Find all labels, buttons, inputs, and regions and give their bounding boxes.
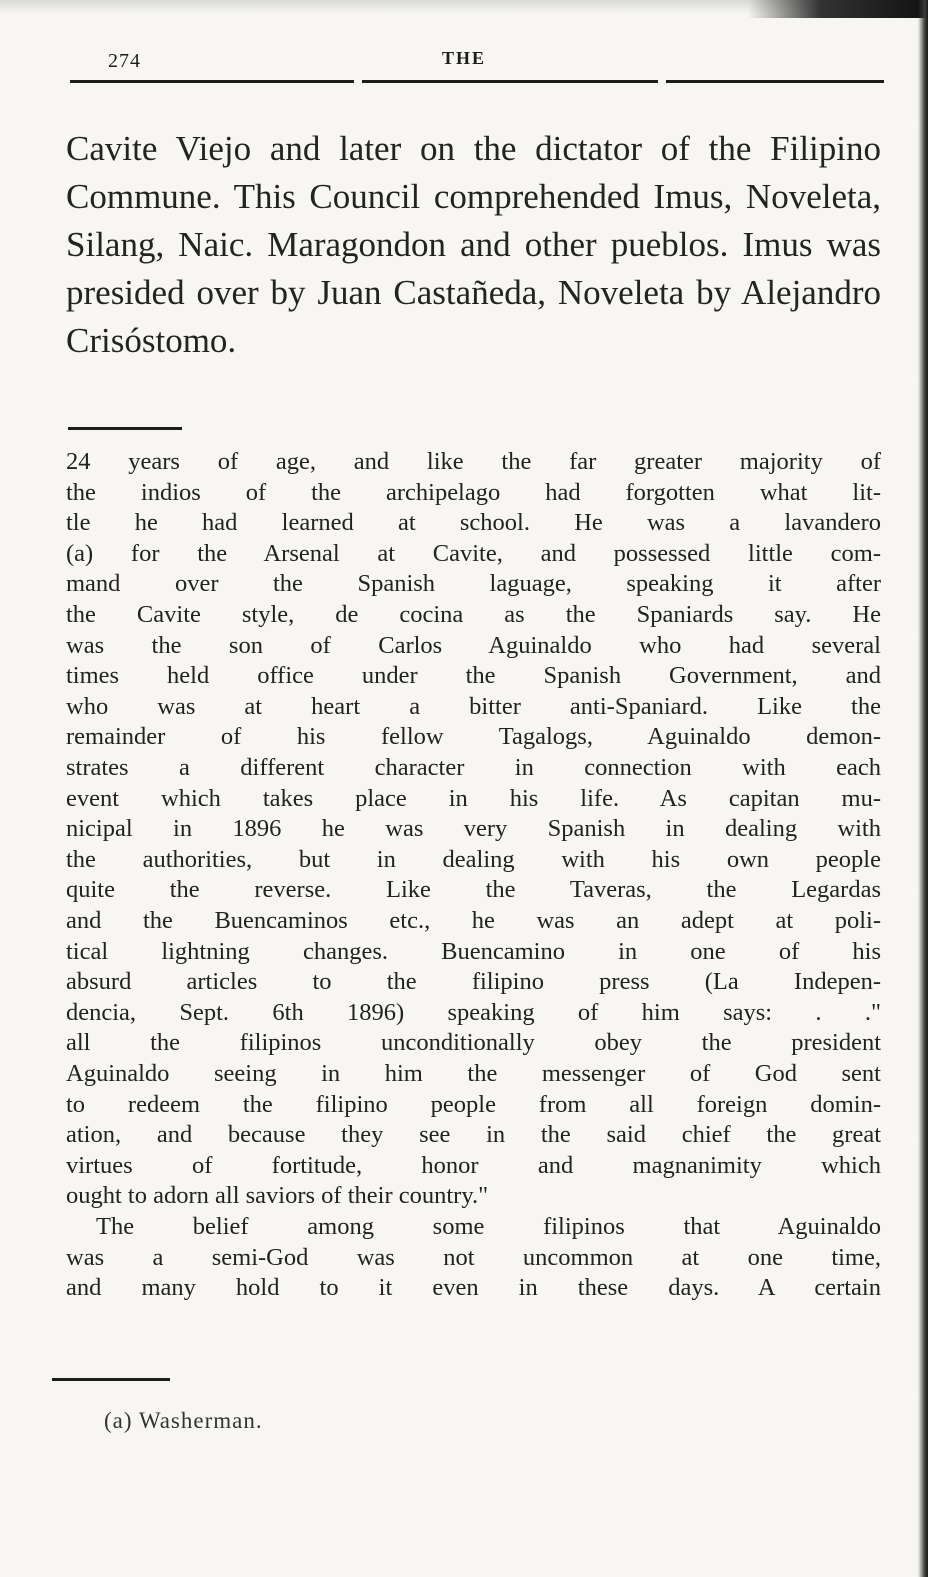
paragraph-line: The belief among some filipinos that Aguinaldo <box>96 1213 881 1240</box>
note-line: the indios of the archipelago had forgotten what lit- <box>66 478 881 506</box>
note-line: mand over the Spanish laguage, speaking it after <box>66 570 881 598</box>
note-line: (a) for the Arsenal at Cavite, and possessed little com- <box>66 539 881 567</box>
note-line: tical lightning changes. Buencamino in one of his <box>66 937 881 965</box>
note-line: the Cavite style, de cocina as the Spaniards say. He <box>66 601 881 628</box>
note-line: who was at heart a bitter anti-Spaniard. Like the <box>66 692 881 720</box>
running-head <box>0 44 928 74</box>
note-line: 24 years of age, and like the far greater majority of <box>66 448 881 475</box>
paragraph-line: was a semi-God was not uncommon at one time, <box>66 1243 881 1271</box>
running-title: THE <box>441 48 486 68</box>
page-edge <box>918 0 928 1577</box>
footnote-separator-bottom <box>52 1378 170 1381</box>
note-line: ought to adorn all saviors of their country." <box>66 1182 489 1210</box>
note-line: virtues of fortitude, honor and magnanimity which <box>66 1151 881 1179</box>
header-rule-right <box>666 80 884 83</box>
note-line: absurd articles to the filipino press (La Indepen- <box>66 968 881 996</box>
main-paragraph: Cavite Viejo and later on the dictator of the Filipino Commune. This Council comprehended Imus, Noveleta, Silang, Naic. Maragondon and other pueblos. Imus was presided over by Juan Castañeda, Noveleta by Alejandro Crisóstomo. <box>66 129 881 360</box>
note-line: all the filipinos unconditionally obey the president <box>66 1029 881 1057</box>
note-line: event which takes place in his life. As capitan mu- <box>66 784 881 812</box>
note-line: remainder of his fellow Tagalogs, Aguinaldo demon- <box>66 723 881 751</box>
header-rule-center <box>362 80 658 83</box>
page-corner-shadow <box>748 0 928 18</box>
footnote: (a) Washerman. <box>104 1408 263 1433</box>
note-line: quite the reverse. Like the Taveras, the Legardas <box>66 876 881 904</box>
note-line: tle he had learned at school. He was a lavandero <box>66 509 881 537</box>
note-line: to redeem the filipino people from all foreign domin- <box>66 1090 881 1118</box>
note-line: strates a different character in connection with each <box>66 754 881 781</box>
note-line: ation, and because they see in the said chief the great <box>66 1121 881 1149</box>
note-line: dencia, Sept. 6th 1896) speaking of him says: . ." <box>66 998 881 1026</box>
note-line: and the Buencaminos etc., he was an adept at poli- <box>66 907 881 934</box>
note-line: the authorities, but in dealing with his own people <box>66 845 881 873</box>
paragraph-line: and many hold to it even in these days. A certain <box>66 1274 881 1302</box>
header-rule-left <box>70 80 354 83</box>
page-number: 274 <box>108 50 141 72</box>
note-line: nicipal in 1896 he was very Spanish in dealing with <box>66 815 881 843</box>
note-line: Aguinaldo seeing in him the messenger of God sent <box>66 1060 881 1087</box>
footnote-separator-top <box>68 427 182 430</box>
note-line: times held office under the Spanish Government, and <box>66 662 881 690</box>
note-line: was the son of Carlos Aguinaldo who had several <box>66 631 881 659</box>
